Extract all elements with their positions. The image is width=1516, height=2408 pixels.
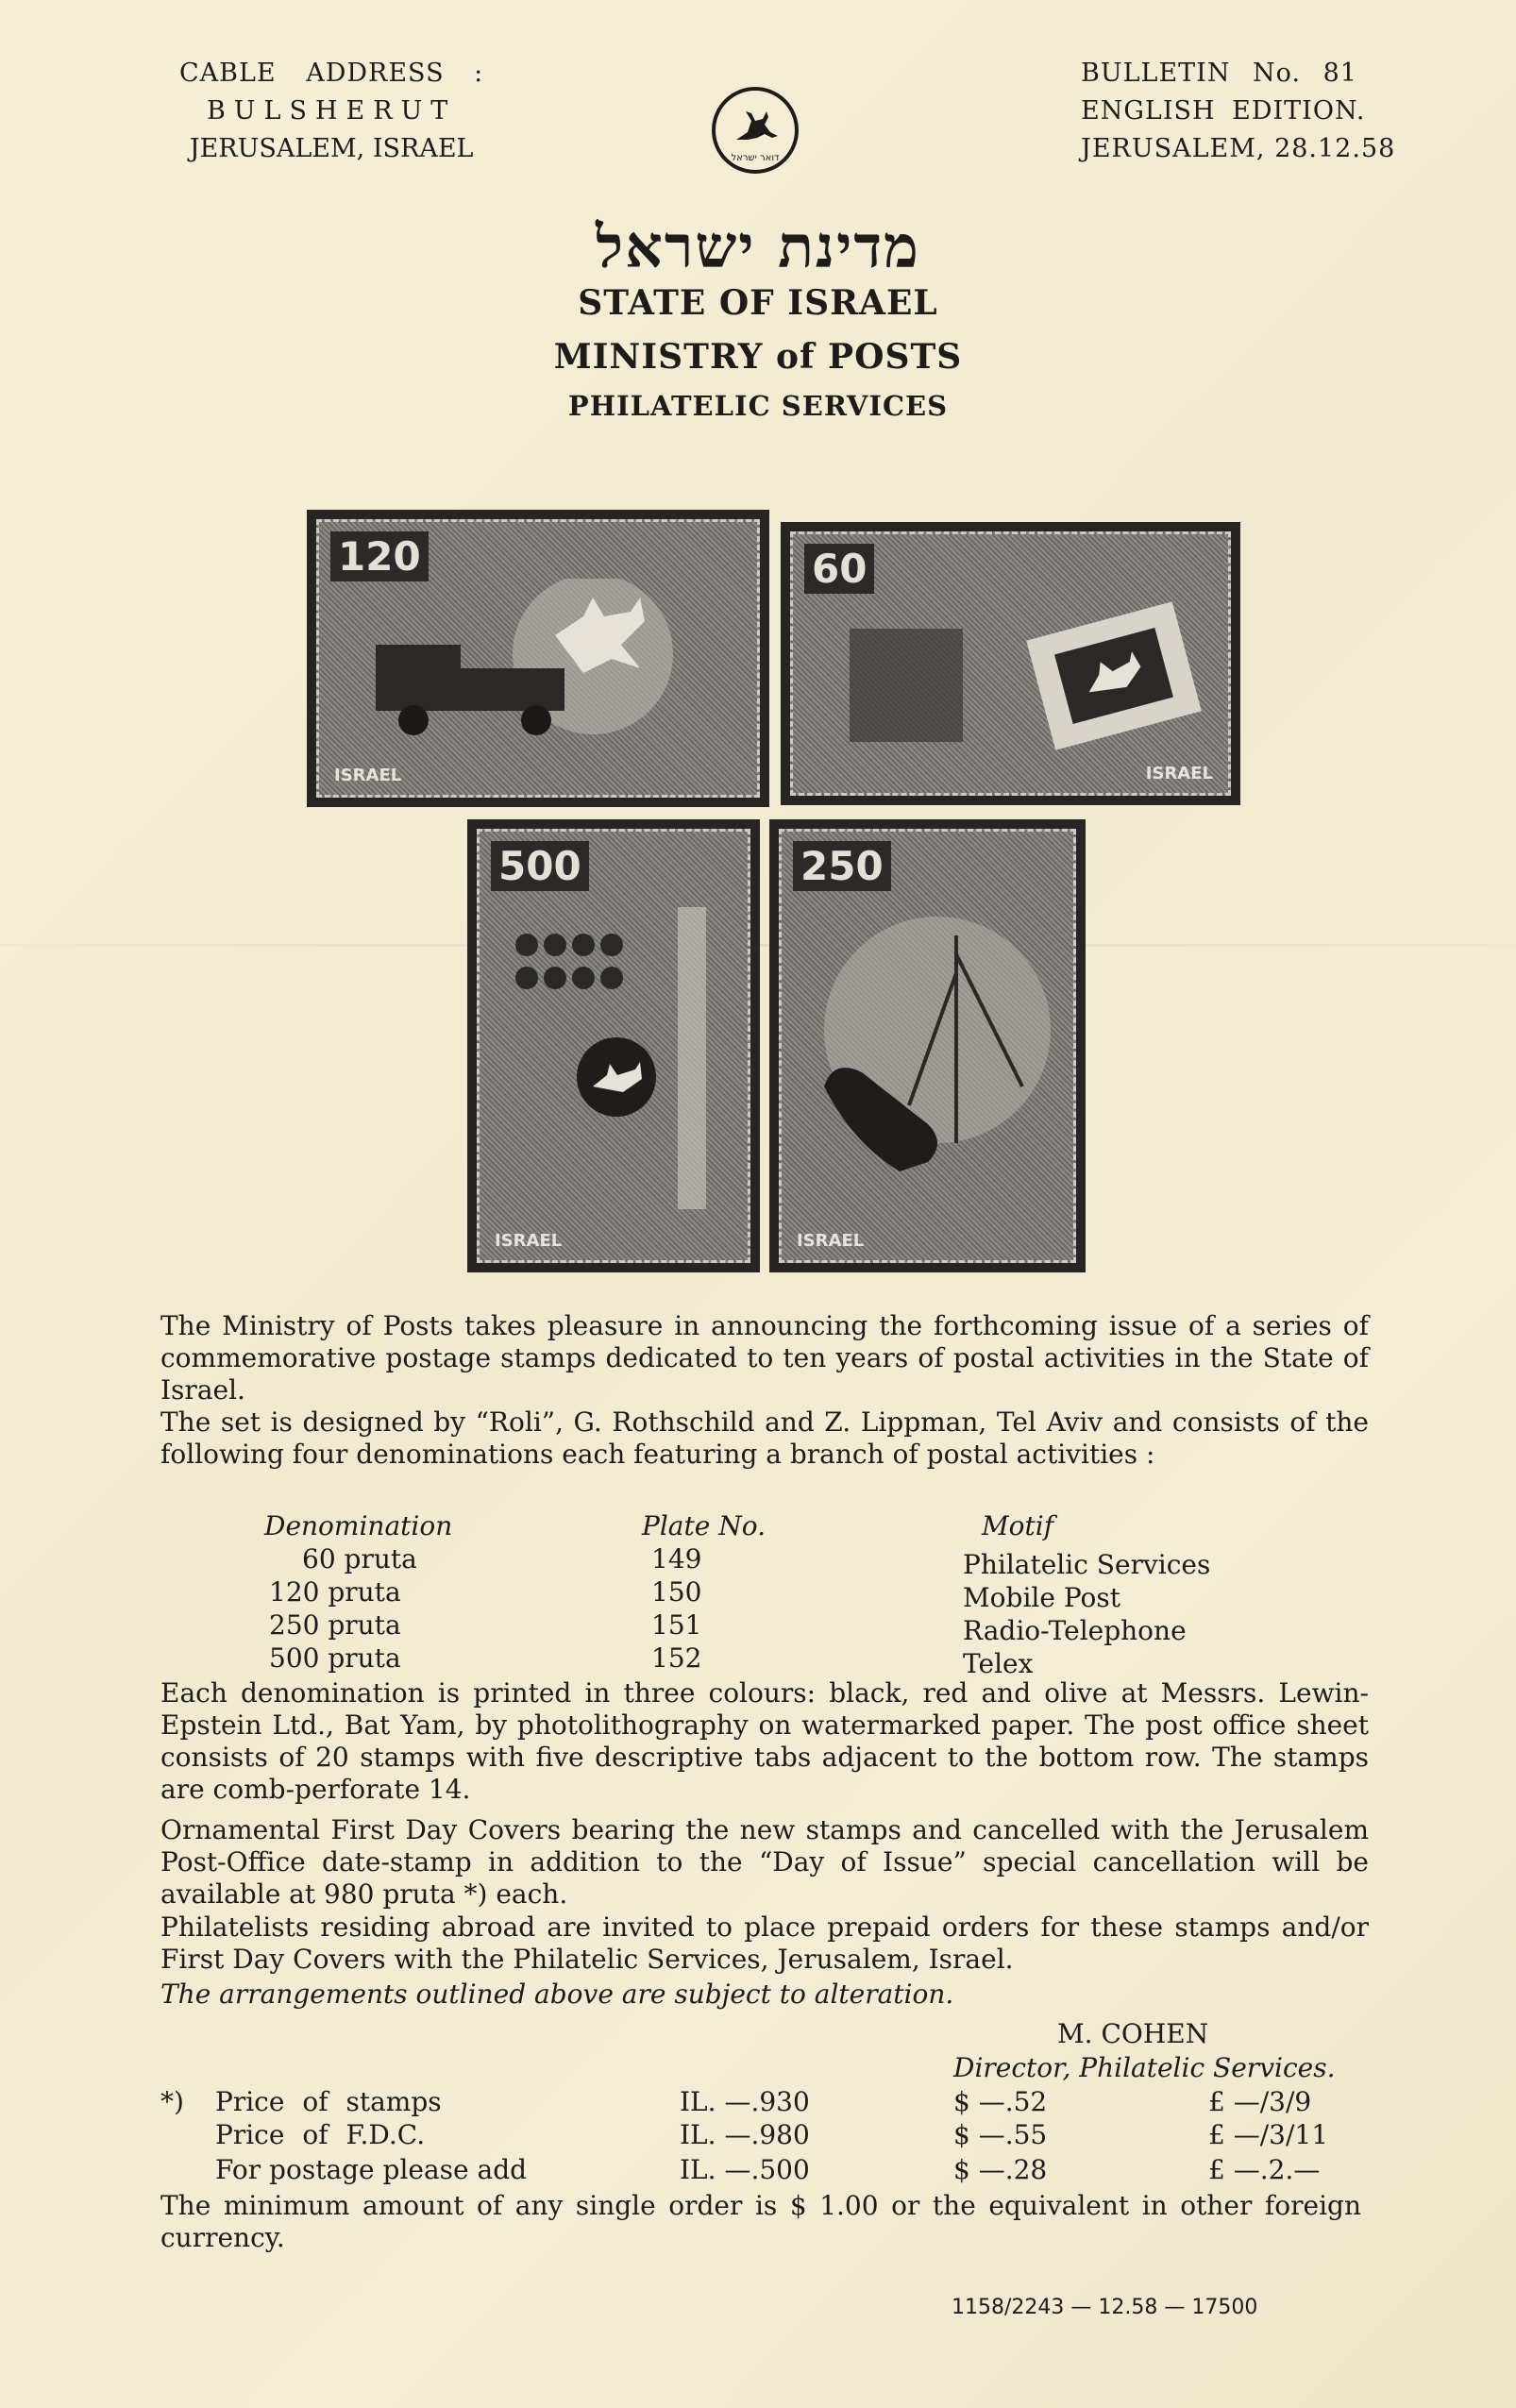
table-header-motif: Motif: [982, 1510, 1054, 1541]
price-usd: $ —.52: [953, 2086, 1048, 2117]
bulletin-edition: ENGLISH EDITION.: [1081, 96, 1366, 126]
stamp-250-radio-telephone: [769, 819, 1086, 1272]
price-gbp: £ —.2.—: [1208, 2154, 1321, 2185]
table-cell-plate: 149: [651, 1543, 702, 1574]
cable-address-line: CABLE ADDRESS :: [179, 59, 484, 88]
table-header-denomination: Denomination: [264, 1510, 453, 1541]
table-cell-motif: Radio-Telephone: [963, 1615, 1187, 1646]
intro-paragraph-1: The Ministry of Posts takes pleasure in announcing the forthcoming issue of a series of commemorative postage stamps dedicated to ten years of postal activities in the State of Israel.: [160, 1310, 1369, 1406]
alteration-note: The arrangements outlined above are subject to alteration.: [160, 1979, 954, 2010]
philatelic-stamp-icon: [831, 572, 1227, 761]
stamp-country-label: ISRAEL: [334, 766, 402, 785]
cable-address-city: JERUSALEM, ISRAEL: [189, 134, 474, 163]
stamp-120-mobile-post: [307, 510, 769, 807]
emblem-text: דואר ישראל: [731, 153, 780, 163]
table-cell-denomination: 60 pruta: [302, 1543, 417, 1574]
orders-paragraph: Philatelists residing abroad are invited to place prepaid orders for these stamps and/or First Day Covers with the Philatelic Services, Jerusalem, Israel.: [160, 1911, 1369, 1975]
stamp-country-label: ISRAEL: [1145, 764, 1213, 783]
price-il: IL. —.930: [680, 2086, 810, 2117]
price-il: IL. —.500: [680, 2154, 810, 2185]
price-label: Price of F.D.C.: [215, 2119, 426, 2150]
cable-address-name: BULSHERUT: [206, 96, 457, 126]
price-label: Price of stamps: [215, 2086, 442, 2117]
intro-paragraph-2: The set is designed by “Roli”, G. Rothschild and Z. Lippman, Tel Aviv and consists of the following four denominations each featuring a branch of postal activities :: [160, 1406, 1369, 1470]
table-cell-plate: 152: [651, 1642, 702, 1674]
stamp-country-label: ISRAEL: [797, 1231, 865, 1251]
title-ministry: MINISTRY of POSTS: [553, 337, 963, 377]
radio-telephone-icon: [796, 898, 1076, 1219]
table-cell-motif: Philatelic Services: [963, 1549, 1211, 1580]
signature-title: Director, Philatelic Services.: [953, 2052, 1336, 2083]
fdc-paragraph: Ornamental First Day Covers bearing the new stamps and cancelled with the Jerusalem Post-Office date-stamp in addition to the “Day of Issue” special cancellation will be available at 980 pruta *) each.: [160, 1814, 1369, 1910]
minimum-order-text: The minimum amount of any single order is $ 1.00 or the equivalent in other foreign currency.: [160, 2190, 1361, 2253]
table-cell-denomination: 120 pruta: [269, 1576, 401, 1608]
table-cell-denomination: 250 pruta: [269, 1609, 401, 1641]
bulletin-date: JERUSALEM, 28.12.58: [1081, 134, 1396, 163]
stamp-country-label: ISRAEL: [495, 1231, 563, 1251]
mobile-post-truck-icon: [357, 579, 753, 758]
bulletin-number: BULLETIN No. 81: [1081, 59, 1357, 88]
stamp-60-philatelic-services: [781, 522, 1240, 805]
stamp-denomination: 500: [491, 841, 589, 891]
price-usd: $ —.28: [953, 2154, 1048, 2185]
telex-icon: [498, 907, 744, 1219]
title-hebrew: מדינת ישראל: [596, 212, 920, 281]
cable-address-block: [179, 55, 483, 168]
stamp-denomination: 120: [330, 531, 429, 581]
price-gbp: £ —/3/9: [1208, 2086, 1312, 2117]
printing-paragraph: Each denomination is printed in three colours: black, red and olive at Messrs. Lewin-Epstein Ltd., Bat Yam, by photolithography on watermarked paper. The post office sheet consists of 20 stamps with five descriptive tabs adjacent to the bottom row. The stamps are comb-perforate 14.: [160, 1677, 1369, 1805]
price-marker: *): [160, 2086, 184, 2117]
price-label: For postage please add: [215, 2154, 528, 2185]
title-state: STATE OF ISRAEL: [578, 283, 938, 323]
table-cell-motif: Mobile Post: [963, 1582, 1121, 1613]
footer-code: 1158/2243 — 12.58 — 17500: [952, 2296, 1258, 2319]
bulletin-info-block: [1081, 55, 1395, 168]
table-cell-denomination: 500 pruta: [269, 1642, 401, 1674]
deer-emblem-icon: [710, 85, 800, 176]
signature-name: M. COHEN: [1057, 2018, 1209, 2049]
table-cell-plate: 151: [651, 1609, 702, 1641]
price-il: IL. —.980: [680, 2119, 810, 2150]
stamp-denomination: 250: [793, 841, 891, 891]
price-usd: $ —.55: [953, 2119, 1048, 2150]
stamp-500-telex: [467, 819, 760, 1272]
table-cell-motif: Telex: [963, 1648, 1034, 1679]
table-cell-plate: 150: [651, 1576, 702, 1608]
stamp-denomination: 60: [804, 544, 874, 594]
title-services: PHILATELIC SERVICES: [567, 390, 949, 422]
price-gbp: £ —/3/11: [1208, 2119, 1329, 2150]
table-header-plate: Plate No.: [642, 1510, 766, 1541]
